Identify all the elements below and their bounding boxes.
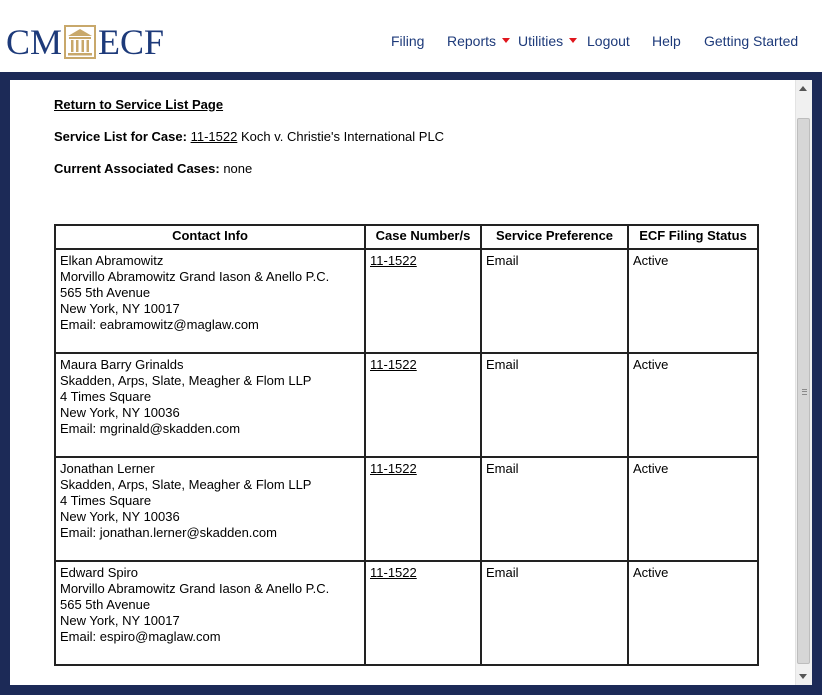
contact-street: 4 Times Square: [60, 389, 152, 404]
service-preference-cell: Email: [481, 249, 628, 353]
service-list-heading: [54, 129, 444, 144]
caret-down-icon: [569, 38, 577, 43]
contact-city: New York, NY 10017: [60, 613, 180, 628]
table-header-row: [55, 225, 758, 249]
service-list-label: Service List for Case:: [54, 129, 187, 144]
contact-email: Email: jonathan.lerner@skadden.com: [60, 525, 277, 540]
contact-name: Elkan Abramowitz: [60, 253, 164, 268]
table-row: [55, 561, 758, 665]
nav-reports-label: Reports: [447, 33, 497, 49]
contact-city: New York, NY 10036: [60, 405, 180, 420]
associated-cases-value: none: [223, 161, 253, 176]
filing-status-cell: Active: [628, 249, 758, 353]
vertical-scrollbar[interactable]: [795, 80, 812, 685]
case-number-cell: [365, 457, 481, 561]
table-row: [55, 249, 758, 353]
nav-filing[interactable]: [391, 33, 424, 49]
nav-filing-label: Filing: [391, 33, 425, 49]
header-ecf-filing-status: ECF Filing Status: [628, 225, 758, 249]
case-title: Koch v. Christie's International PLC: [240, 129, 445, 144]
row-case-link[interactable]: 11-1522: [370, 565, 417, 580]
nav-getting-started[interactable]: [704, 33, 798, 49]
filing-status-cell: Active: [628, 457, 758, 561]
nav-getting-started-label: Getting Started: [704, 33, 799, 49]
contact-info-cell: [55, 561, 365, 665]
row-case-link[interactable]: 11-1522: [370, 253, 417, 268]
case-number-cell: [365, 249, 481, 353]
scroll-down-icon[interactable]: [799, 674, 807, 679]
table-row: [55, 457, 758, 561]
nav-reports[interactable]: [447, 33, 510, 49]
case-number-cell: [365, 561, 481, 665]
table-row: [55, 353, 758, 457]
contact-city: New York, NY 10036: [60, 509, 180, 524]
service-preference-cell: Email: [481, 561, 628, 665]
contact-firm: Morvillo Abramowitz Grand Iason & Anello P.C.: [60, 269, 330, 284]
filing-status-cell: Active: [628, 561, 758, 665]
header-service-preference: Service Preference: [481, 225, 628, 249]
contact-street: 565 5th Avenue: [60, 597, 151, 612]
contact-street: 565 5th Avenue: [60, 285, 151, 300]
header-case-numbers: Case Number/s: [365, 225, 481, 249]
courthouse-seal-icon: [64, 25, 96, 59]
logo-text-right: ECF: [98, 22, 165, 62]
contact-name: Jonathan Lerner: [60, 461, 155, 476]
header: [0, 0, 822, 72]
service-list-table: [54, 224, 759, 666]
nav-logout-label: Logout: [587, 33, 630, 49]
cmecf-logo[interactable]: [6, 22, 164, 62]
associated-cases: [54, 161, 252, 176]
case-number-link[interactable]: 11-1522: [190, 129, 238, 144]
scrollbar-thumb[interactable]: [797, 118, 810, 664]
contact-info-cell: [55, 249, 365, 353]
case-number-cell: [365, 353, 481, 457]
grip-icon: [802, 389, 807, 395]
contact-street: 4 Times Square: [60, 493, 152, 508]
contact-city: New York, NY 10017: [60, 301, 180, 316]
filing-status-cell: Active: [628, 353, 758, 457]
nav-utilities-label: Utilities: [518, 33, 564, 49]
nav-help-label: Help: [652, 33, 681, 49]
scroll-up-icon[interactable]: [799, 86, 807, 91]
return-to-service-list-link[interactable]: Return to Service List Page: [54, 97, 224, 112]
contact-name: Maura Barry Grinalds: [60, 357, 184, 372]
contact-firm: Skadden, Arps, Slate, Meagher & Flom LLP: [60, 477, 312, 492]
content-pane: [10, 80, 812, 685]
service-list-content: [10, 80, 796, 685]
contact-info-cell: [55, 353, 365, 457]
header-contact-info: Contact Info: [55, 225, 365, 249]
contact-firm: Morvillo Abramowitz Grand Iason & Anello P.C.: [60, 581, 330, 596]
contact-email: Email: espiro@maglaw.com: [60, 629, 221, 644]
caret-down-icon: [502, 38, 510, 43]
service-preference-cell: Email: [481, 353, 628, 457]
service-preference-cell: Email: [481, 457, 628, 561]
row-case-link[interactable]: 11-1522: [370, 357, 417, 372]
nav-utilities[interactable]: [518, 33, 577, 49]
contact-email: Email: eabramowitz@maglaw.com: [60, 317, 259, 332]
row-case-link[interactable]: 11-1522: [370, 461, 417, 476]
contact-name: Edward Spiro: [60, 565, 139, 580]
contact-info-cell: [55, 457, 365, 561]
nav-logout[interactable]: [587, 33, 630, 49]
associated-cases-label: Current Associated Cases:: [54, 161, 220, 176]
contact-email: Email: mgrinald@skadden.com: [60, 421, 241, 436]
contact-firm: Skadden, Arps, Slate, Meagher & Flom LLP: [60, 373, 312, 388]
nav-help[interactable]: [652, 33, 681, 49]
logo-text-left: CM: [6, 22, 63, 62]
